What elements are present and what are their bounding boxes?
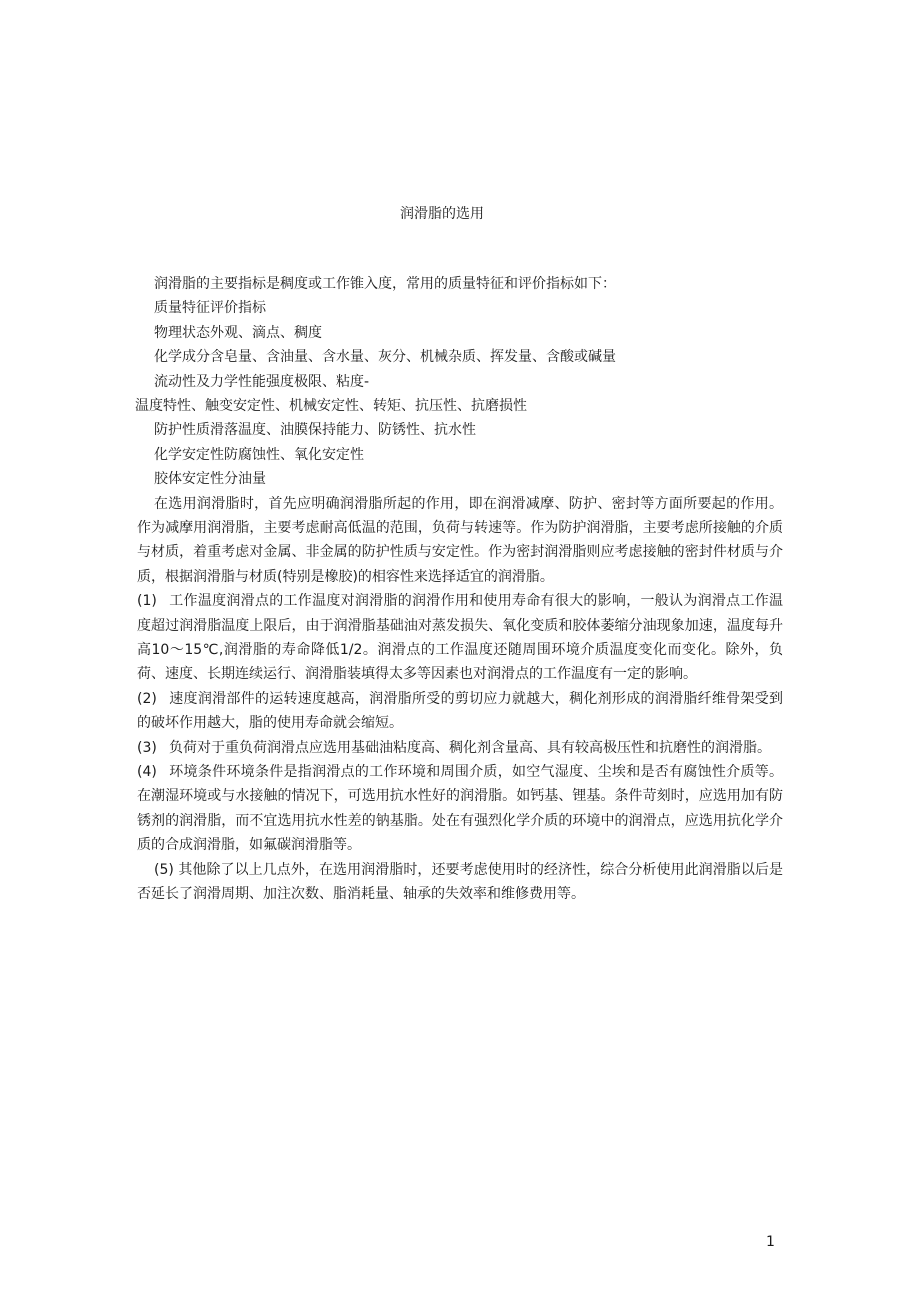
list-line: 防护性质滑落温度、油膜保持能力、防锈性、抗水性 (154, 422, 476, 439)
paragraph-number: (4) (137, 763, 157, 780)
paragraph-text: 负荷对于重负荷润滑点应选用基础油粘度高、稠化剂含量高、具有较高极压性和抗磨性的润滑脂。 (169, 739, 771, 756)
list-line: 胶体安定性分油量 (154, 471, 266, 488)
document-body (137, 272, 783, 906)
paragraph-text: 速度润滑部件的运转速度越高，润滑脂所受的剪切应力就越大，稠化剂形成的润滑脂纤维骨架受到的破坏作用越大，脂的使用寿命就会缩短。 (137, 690, 783, 732)
numbered-paragraph (137, 736, 783, 760)
paragraph-text: 环境条件环境条件是指润滑点的工作环境和周围介质，如空气湿度、尘埃和是否有腐蚀性介质等。在潮湿环境或与水接触的情况下，可选用抗水性好的润滑脂。如钙基、锂基。条件苛刻时，应选用加有防锈剂的润滑脂，而不宜选用抗水性差的钠基脂。处在有强烈化学介质的环境中的润滑点，应选用抗化学介质的合成润滑脂，如氟碳润滑脂等。 (137, 763, 783, 854)
list-line: 质量特征评价指标 (154, 300, 266, 317)
paragraph-number: (3) (137, 739, 157, 756)
paragraph-text: 工作温度润滑点的工作温度对润滑脂的润滑作用和使用寿命有很大的影响，一般认为润滑点工作温度超过润滑脂温度上限后，由于润滑脂基础油对蒸发损失、氧化变质和胶体萎缩分油现象加速，温度每升高10～15℃,润滑脂的寿命降低1/2。润滑点的工作温度还随周围环境介质温度变化而变化。除外，负荷、速度、长期连续运行、润滑脂装填得太多等因素也对润滑点的工作温度有一定的影响。 (137, 593, 783, 683)
list-line-continuation: 温度特性、触变安定性、机械安定性、转矩、抗压性、抗磨损性 (135, 397, 527, 414)
page-number: 1 (766, 1234, 775, 1250)
paragraph-number: (2) (137, 690, 157, 707)
numbered-paragraph (137, 760, 783, 858)
numbered-paragraph (137, 687, 783, 736)
list-line: 物理状态外观、滴点、稠度 (154, 324, 322, 341)
paragraph-text: 其他除了以上几点外，在选用润滑脂时，还要考虑使用时的经济性，综合分析使用此润滑脂以后是否延长了润滑周期、加注次数、脂消耗量、轴承的失效率和维修费用等。 (137, 861, 783, 903)
main-paragraph: 在选用润滑脂时，首先应明确润滑脂所起的作用，即在润滑减摩、防护、密封等方面所要起的作用。作为减摩用润滑脂，主要考虑耐高低温的范围，负荷与转速等。作为防护润滑脂，主要考虑所接触的介质与材质，着重考虑对金属、非金属的防护性质与安定性。作为密封润滑脂则应考虑接触的密封件材质与介质，根据润滑脂与材质(特别是橡胶)的相容性来选择适宜的润滑脂。 (137, 495, 783, 585)
paragraph-number: (5) (154, 861, 174, 878)
intro-line: 润滑脂的主要指标是稠度或工作锥入度，常用的质量特征和评价指标如下： (154, 276, 616, 292)
list-line: 化学安定性防腐蚀性、氧化安定性 (154, 446, 364, 463)
paragraph-number: (1) (137, 593, 157, 610)
numbered-paragraph (137, 858, 783, 907)
list-line: 流动性及力学性能强度极限、粘度- (154, 373, 370, 390)
document-title: 润滑脂的选用 (400, 206, 484, 222)
numbered-paragraph (137, 589, 783, 687)
list-line: 化学成分含皂量、含油量、含水量、灰分、机械杂质、挥发量、含酸或碱量 (154, 349, 616, 366)
